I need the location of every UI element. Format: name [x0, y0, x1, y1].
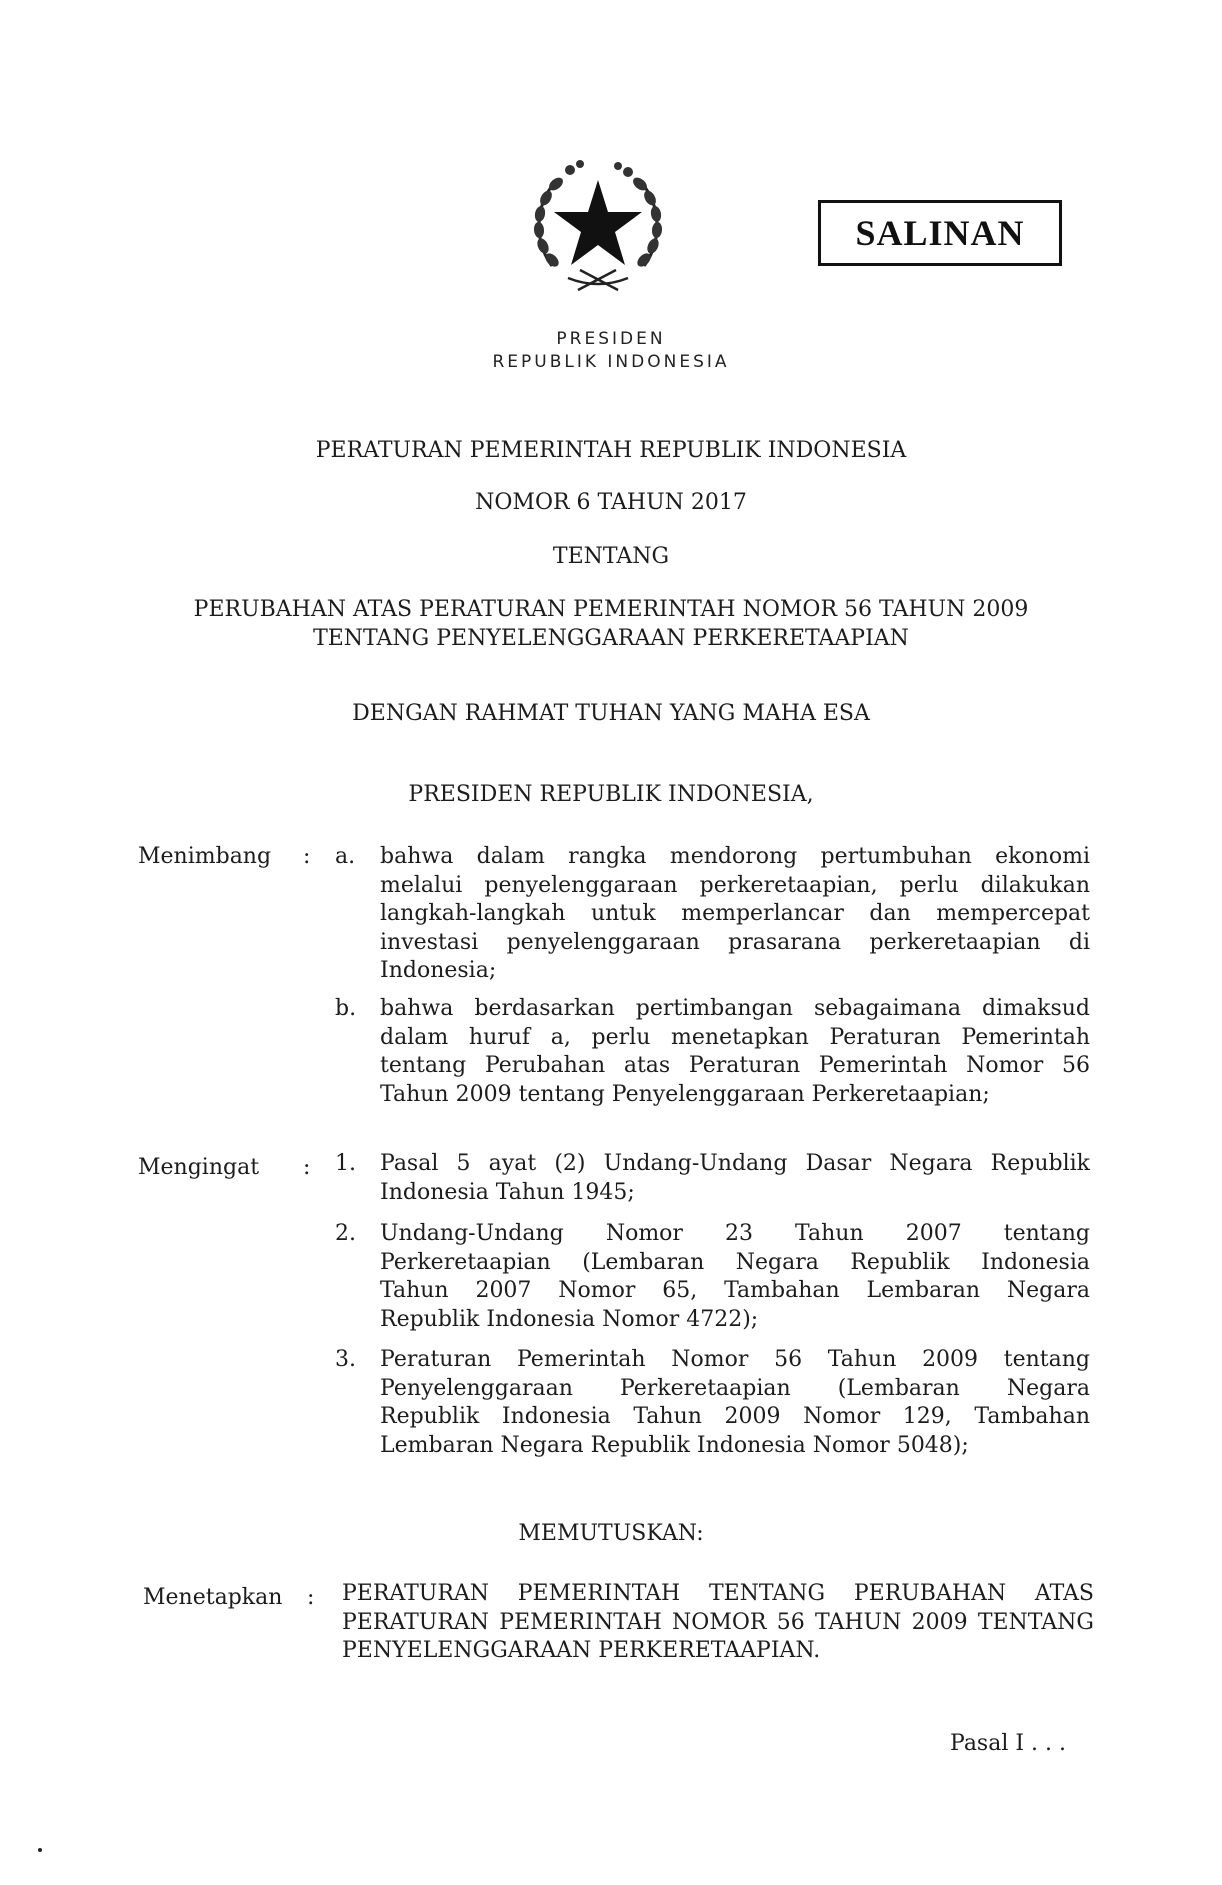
text-line: PERATURAN PEMERINTAH NOMOR 56 TAHUN 2009 TENTANG [342, 1609, 1094, 1635]
mengingat-2-text [380, 1220, 1090, 1334]
text-line: Peraturan Pemerintah Nomor 56 Tahun 2009 tentang [380, 1347, 1090, 1372]
regulation-subject-line-1: PERUBAHAN ATAS PERATURAN PEMERINTAH NOMOR 56 TAHUN 2009 [193, 597, 1029, 622]
menimbang-b-marker: b. [335, 996, 357, 1021]
text-line: langkah-langkah untuk memperlancar dan mempercepat [380, 901, 1090, 926]
mengingat-1-text [380, 1150, 1090, 1207]
mengingat-2-marker: 2. [335, 1221, 356, 1246]
text-line: Perkeretaapian (Lembaran Negara Republik Indonesia [380, 1249, 1090, 1275]
text-line: bahwa dalam rangka mendorong pertumbuhan ekonomi [380, 844, 1090, 869]
text-line: Republik Indonesia Nomor 4722); [380, 1306, 759, 1332]
text-line: Lembaran Negara Republik Indonesia Nomor 5048); [380, 1432, 969, 1458]
text-line: dalam huruf a, perlu menetapkan Peraturan Pemerintah [380, 1024, 1090, 1050]
regulation-number: NOMOR 6 TAHUN 2017 [475, 490, 747, 515]
text-line: Republik Indonesia Tahun 2009 Nomor 129, Tambahan [380, 1404, 1090, 1429]
menimbang-label: Menimbang [138, 844, 272, 869]
text-line: Indonesia; [380, 958, 497, 983]
scan-speck [38, 1848, 42, 1852]
presidential-emblem [518, 150, 678, 302]
issuer-heading [0, 328, 1222, 374]
preamble-invocation: DENGAN RAHMAT TUHAN YANG MAHA ESA [352, 701, 870, 726]
text-line: PERATURAN PEMERINTAH TENTANG PERUBAHAN ATAS [342, 1581, 1094, 1606]
issuer-line-2: REPUBLIK INDONESIA [492, 352, 730, 372]
salinan-label: SALINAN [855, 213, 1025, 253]
text-line: Tahun 2009 tentang Penyelenggaraan Perkeretaapian; [380, 1081, 990, 1107]
text-line: bahwa berdasarkan pertimbangan sebagaimana dimaksud [380, 996, 1090, 1021]
text-line: PENYELENGGARAAN PERKERETAAPIAN. [342, 1638, 821, 1663]
menimbang-b-text [380, 995, 1090, 1109]
mengingat-label: Mengingat [138, 1155, 260, 1180]
next-page-catchword: Pasal I . . . [950, 1731, 1067, 1756]
text-line: Pasal 5 ayat (2) Undang-Undang Dasar Negara Republik [380, 1151, 1090, 1176]
text-line: melalui penyelenggaraan perkeretaapian, perlu dilakukan [380, 872, 1090, 898]
mengingat-3-text [380, 1346, 1090, 1460]
menimbang-colon: : [303, 844, 311, 869]
issuer-line-1: PRESIDEN [556, 329, 666, 349]
memutuskan-heading: MEMUTUSKAN: [518, 1521, 704, 1546]
salinan-stamp [818, 200, 1062, 266]
text-line: investasi penyelenggaraan prasarana perkeretaapian di [380, 929, 1090, 955]
text-line: tentang Perubahan atas Peraturan Pemerintah Nomor 56 [380, 1053, 1090, 1078]
mengingat-1-marker: 1. [335, 1151, 356, 1176]
mengingat-colon: : [303, 1155, 311, 1180]
tentang-heading: TENTANG [552, 544, 670, 569]
text-line: Indonesia Tahun 1945; [380, 1179, 635, 1205]
president-address: PRESIDEN REPUBLIK INDONESIA, [408, 782, 814, 807]
menimbang-a-marker: a. [335, 844, 356, 869]
text-line: Undang-Undang Nomor 23 Tahun 2007 tentang [380, 1221, 1090, 1246]
menetapkan-text [342, 1580, 1094, 1666]
menimbang-a-text [380, 843, 1090, 986]
text-line: Penyelenggaraan Perkeretaapian (Lembaran Negara [380, 1375, 1090, 1401]
menetapkan-label: Menetapkan [143, 1585, 283, 1610]
regulation-subject-line-2: TENTANG PENYELENGGARAAN PERKERETAAPIAN [313, 626, 909, 651]
menetapkan-colon: : [307, 1585, 315, 1610]
mengingat-3-marker: 3. [335, 1347, 356, 1372]
regulation-title: PERATURAN PEMERINTAH REPUBLIK INDONESIA [315, 438, 907, 463]
text-line: Tahun 2007 Nomor 65, Tambahan Lembaran Negara [380, 1278, 1090, 1303]
